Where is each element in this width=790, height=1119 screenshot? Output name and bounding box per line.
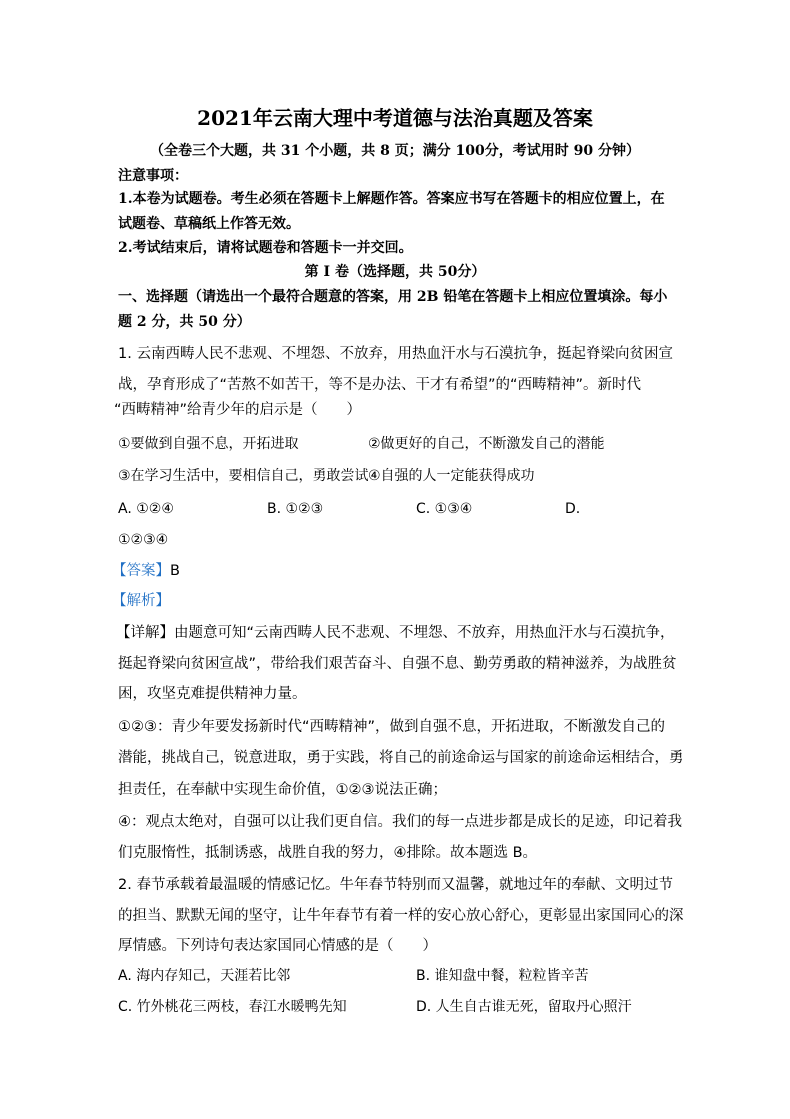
q1-answer (112, 561, 180, 581)
q1-stem: “西畴精神”给青少年的启示是（ ） (114, 402, 362, 418)
q1-detail: ④：观点太绝对，自强可以让我们更自信。我们的每一点进步都是成长的足迹，印记着我 (118, 814, 682, 830)
q1-detail: 潜能，挑战自己，锐意进取，勇于实践，将自己的前途命运与国家的前途命运相结合，勇 (118, 750, 684, 766)
q1-option-d: D. (565, 501, 581, 517)
notice-line: 试题卷、草稿纸上作答无效。 (118, 216, 300, 232)
answer-value: B (170, 563, 180, 579)
q1-option-a: A. ①②④ (118, 501, 174, 517)
part-instruction: 一、选择题（请选出一个最符合题意的答案，用 2B 铅笔在答题卡上相应位置填涂。每小 (118, 289, 668, 305)
q1-detail: 【详解】由题意可知“云南西畴人民不悲观、不埋怨、不放弃，用热血汗水与石漠抗争， (116, 625, 675, 641)
q2-stem: 2. 春节承载着最温暖的情感记忆。牛年春节特别而又温馨，就地过年的奉献、文明过节 (118, 877, 673, 893)
q1-statement: ③在学习生活中，要相信自己，勇敢尝试 (118, 468, 369, 484)
q1-option-c: C. ①③④ (416, 501, 473, 517)
section-title: 第 I 卷（选择题，共 50分） (304, 264, 486, 280)
q2-option-b: B. 谁知盘中餐，粒粒皆辛苦 (416, 968, 589, 984)
notice-line: 2.考试结束后，请将试题卷和答题卡一并交回。 (118, 240, 413, 256)
q1-stem: 1. 云南西畴人民不悲观、不埋怨、不放弃，用热血汗水与石漠抗争，挺起脊梁向贫困宣 (118, 346, 673, 362)
q1-stem: 战，孕育形成了“苦熬不如苦干，等不是办法、干才有希望”的“西畴精神”。新时代 (118, 377, 642, 393)
q1-statement: ①要做到自强不息，开拓进取 (118, 436, 299, 452)
notice-line: 1.本卷为试题卷。考生必须在答题卡上解题作答。答案应书写在答题卡的相应位置上，在 (118, 191, 665, 207)
q1-detail: 挺起脊梁向贫困宣战”，带给我们艰苦奋斗、自强不息、勤劳勇敢的精神滋养，为战胜贫 (118, 656, 677, 672)
q1-statement: ②做更好的自己，不断激发自己的潜能 (368, 436, 605, 452)
answer-label: 【答案】 (112, 563, 170, 579)
q1-detail: 担责任，在奉献中实现生命价值，①②③说法正确； (118, 782, 447, 798)
part-instruction: 题 2 分，共 50 分） (118, 314, 251, 330)
q2-option-a: A. 海内存知己，天涯若比邻 (118, 968, 291, 984)
q1-option-d-value: ①②③④ (118, 532, 169, 548)
q2-option-c: C. 竹外桃花三两枝，春江水暖鸭先知 (118, 999, 347, 1015)
q2-stem: 厚情感。下列诗句表达家国同心情感的是（ ） (118, 938, 437, 954)
q2-stem: 的担当、默默无闻的坚守，让牛年春节有着一样的安心放心舒心，更彰显出家国同心的深 (118, 908, 684, 924)
analysis-label: 【解析】 (112, 593, 170, 609)
q1-detail: 困，攻坚克难提供精神力量。 (118, 686, 307, 702)
page-title: 2021年云南大理中考道德与法治真题及答案 (197, 106, 593, 130)
q1-detail: ①②③：青少年要发扬新时代“西畴精神”，做到自强不息，开拓进取，不断激发自己的 (118, 719, 666, 735)
q2-option-d: D. 人生自古谁无死，留取丹心照汗 (416, 999, 632, 1015)
exam-info: （全卷三个大题，共 31 个小题，共 8 页；满分 100分，考试用时 90 分钟） (149, 143, 641, 159)
q1-detail: 们克服惰性，抵制诱惑，战胜自我的努力，④排除。故本题选 B。 (118, 845, 538, 861)
q1-option-b: B. ①②③ (267, 501, 324, 517)
q1-statement: ④自强的人一定能获得成功 (368, 468, 535, 484)
notice-label: 注意事项： (118, 168, 188, 184)
